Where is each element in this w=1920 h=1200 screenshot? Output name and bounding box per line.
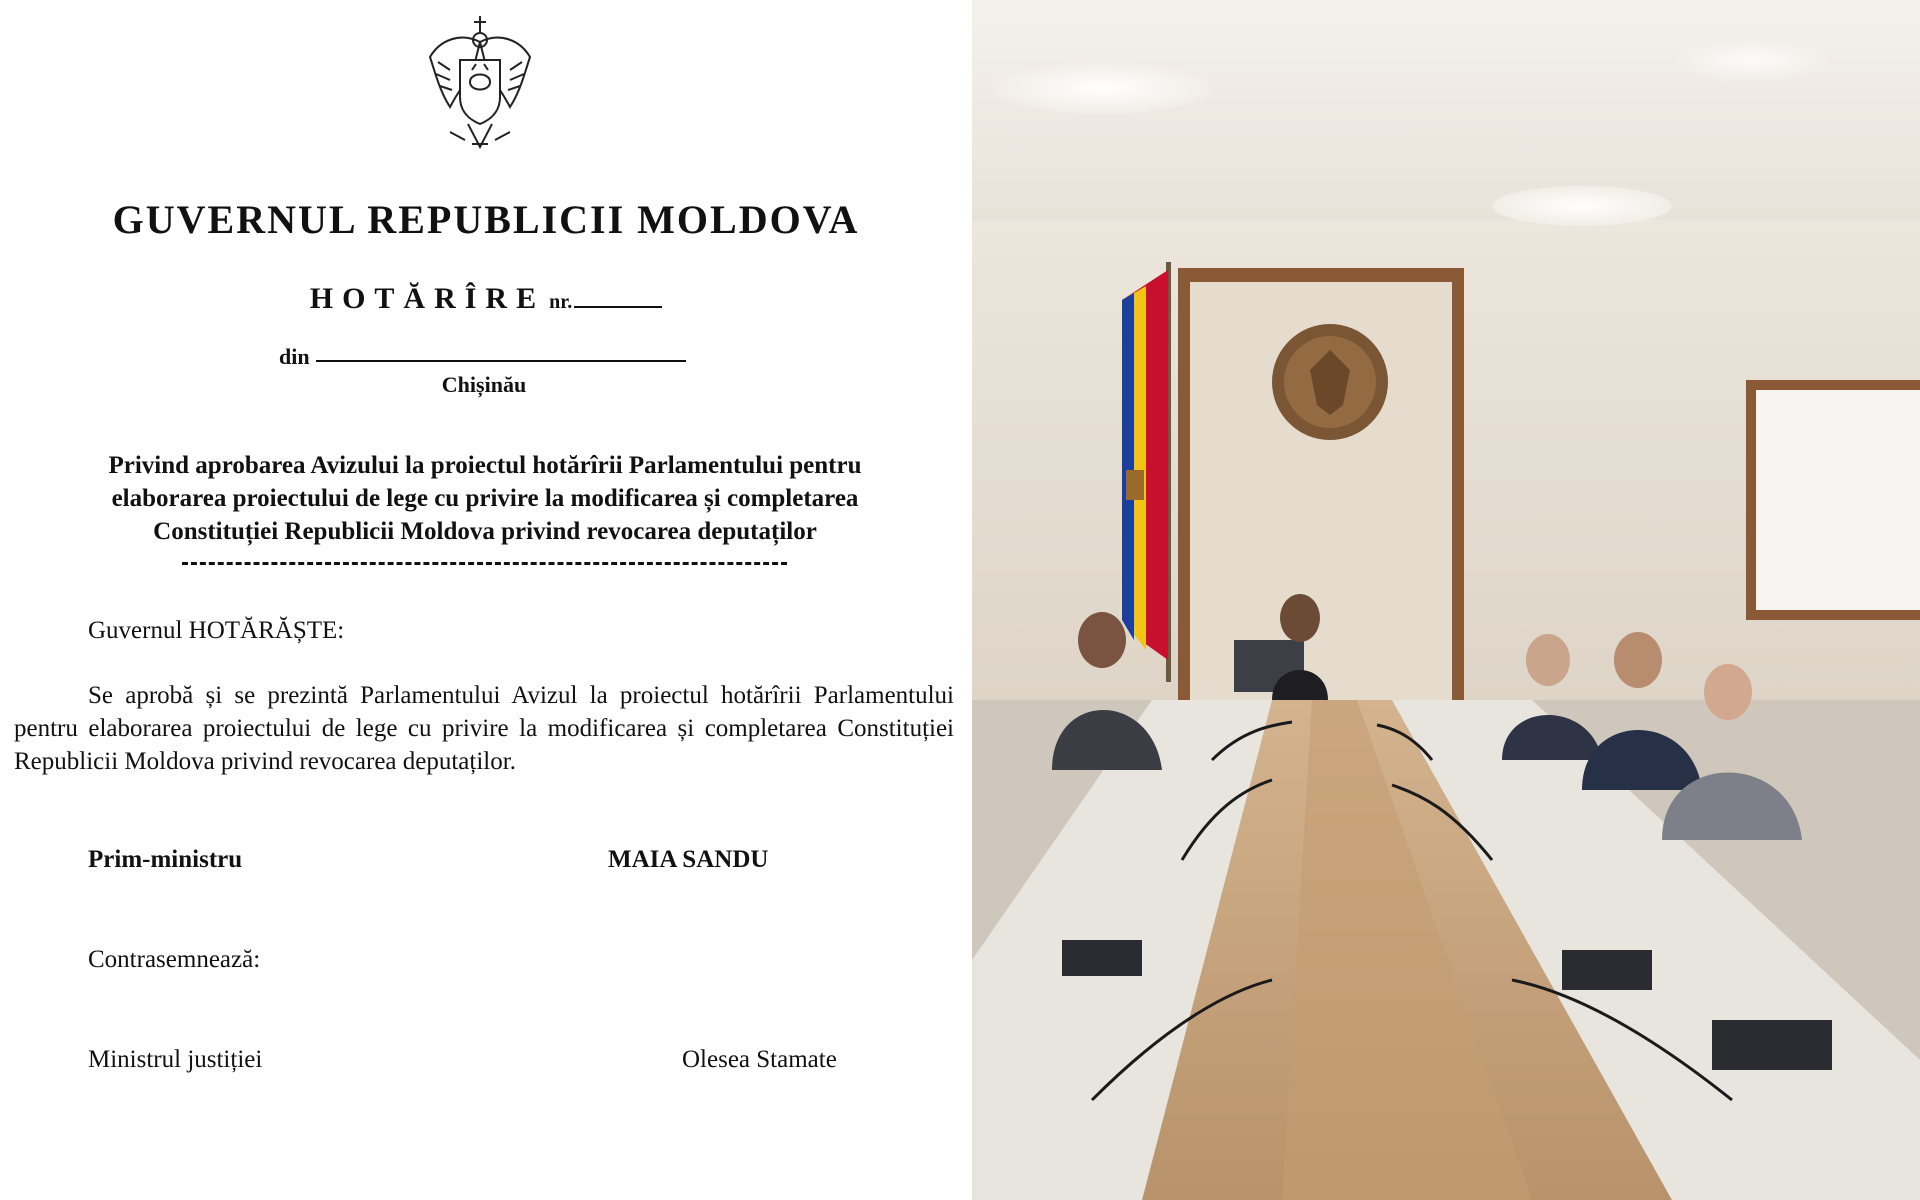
ceiling-lamp (992, 62, 1212, 114)
date-line (279, 344, 686, 370)
participant (1078, 612, 1126, 668)
subject-line: Privind aprobarea Avizului la proiectul hotărîrii Parlamentului pentru (108, 452, 862, 479)
city: Chișinău (441, 372, 527, 397)
ceiling-lamp (1672, 38, 1832, 82)
subject-separator (182, 562, 787, 565)
participant (1614, 632, 1662, 688)
subject-line: Constituției Republicii Moldova privind revocarea deputaților (153, 518, 817, 545)
government-title: GUVERNUL REPUBLICII MOLDOVA (112, 197, 860, 242)
moldova-coat-of-arms-icon (420, 12, 540, 157)
minister-role: Ministrul justiției (88, 1046, 263, 1073)
meeting-photo (972, 0, 1920, 1200)
date-blank (316, 360, 686, 362)
decision-number-blank (574, 306, 662, 308)
subject-line: elaborarea proiectului de lege cu privire la modificarea și completarea (111, 485, 859, 512)
meeting-room-illustration (972, 0, 1920, 1200)
ceiling-lamp (1492, 186, 1672, 226)
decision-subject (30, 449, 940, 548)
decision-heading (0, 282, 972, 316)
minister-name: Olesea Stamate (682, 1046, 837, 1073)
chairperson (1280, 594, 1320, 642)
pm-role: Prim-ministru (88, 846, 243, 873)
body-paragraph: Se aprobă și se prezintă Parlamentului Avizul la proiectul hotărîrii Parlamentului pentru elaborarea proiectului de lege cu privire la modificarea și completarea Constituției Republicii Moldova privind revocarea deputaților. (14, 682, 954, 775)
participant (1526, 634, 1570, 686)
decision-word: HOTĂRÎRE (309, 282, 546, 315)
pm-name: MAIA SANDU (608, 846, 769, 873)
decision-number-label: nr. (549, 291, 573, 313)
date-label: din (279, 344, 310, 369)
government-decides: Guvernul HOTĂRĂȘTE: (88, 617, 345, 644)
participant (1704, 664, 1752, 720)
countersign-label: Contrasemnează: (88, 946, 261, 973)
